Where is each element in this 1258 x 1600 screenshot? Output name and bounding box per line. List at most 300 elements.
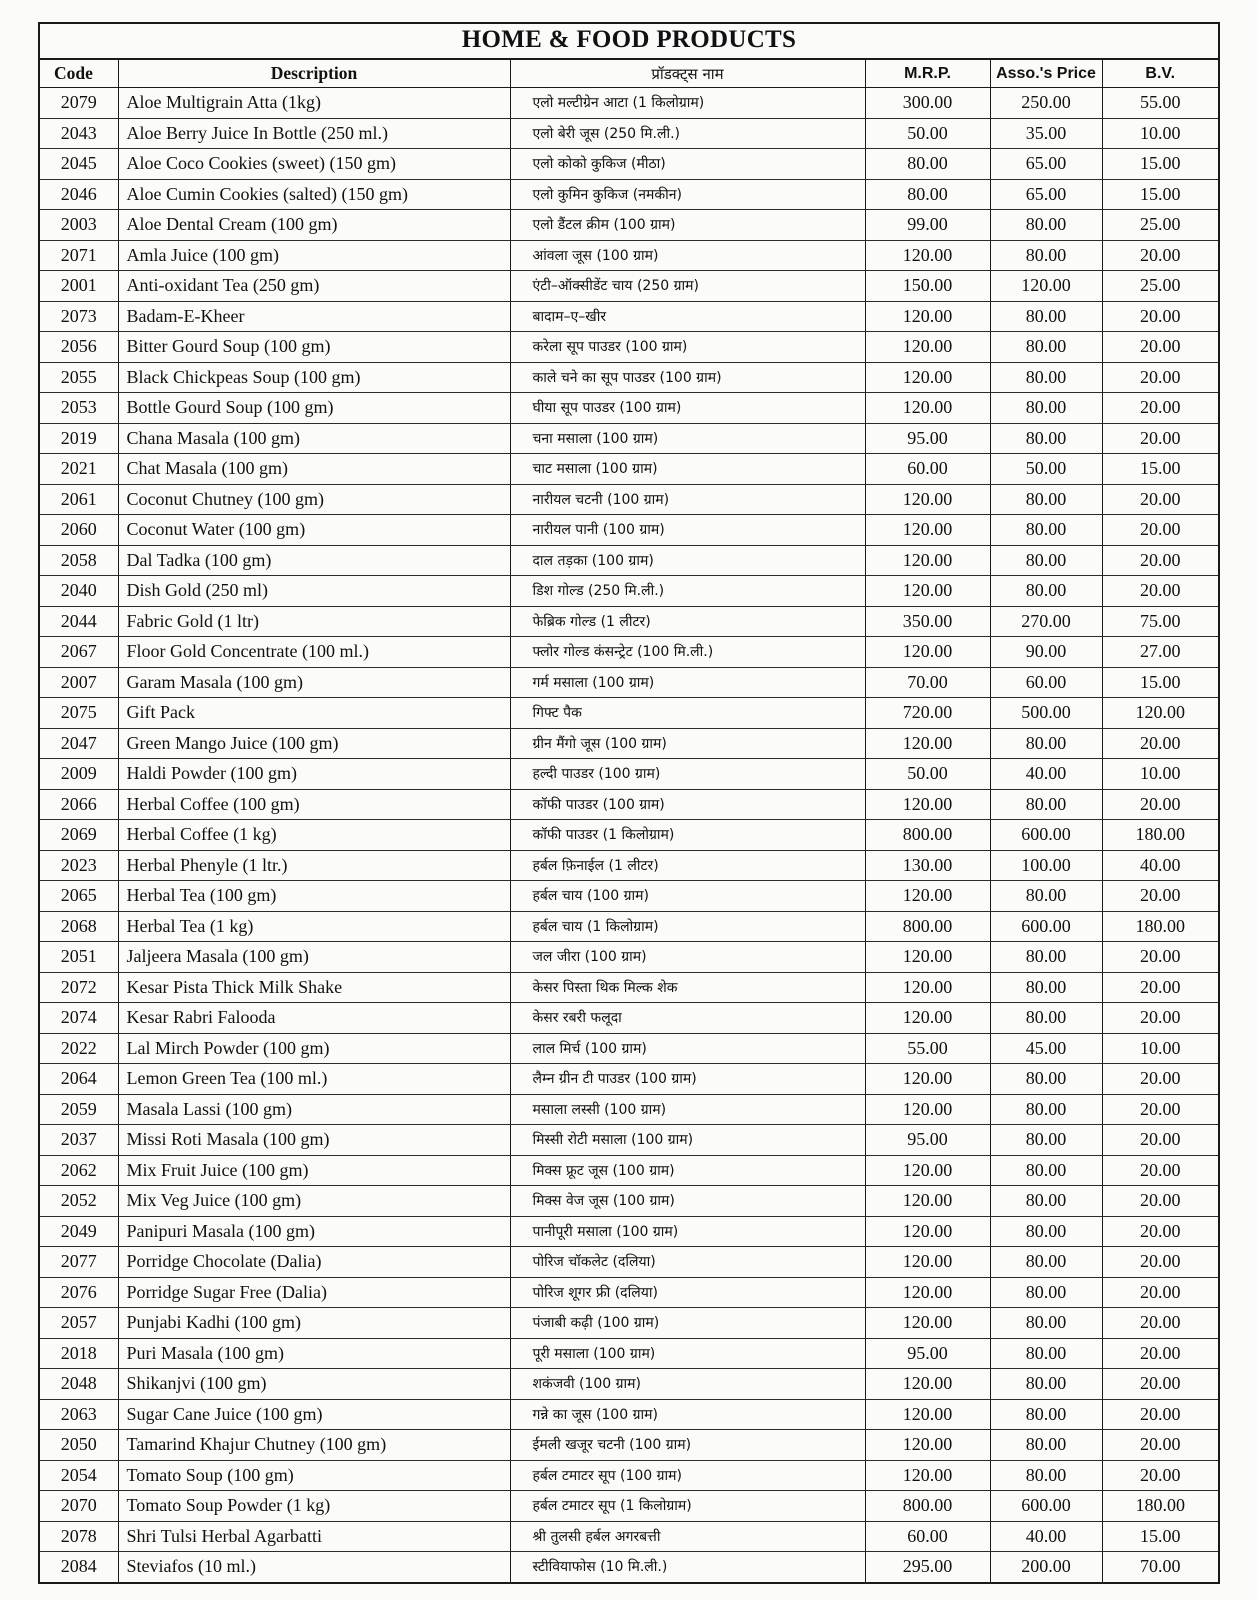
cell-asso-price: 80.00 xyxy=(990,240,1102,271)
cell-code: 2068 xyxy=(40,911,118,942)
cell-hindi-name: घीया सूप पाउडर (100 ग्राम) xyxy=(510,393,865,424)
cell-mrp: 120.00 xyxy=(865,545,990,576)
cell-bv: 20.00 xyxy=(1102,301,1218,332)
cell-hindi-name: गिफ्ट पैक xyxy=(510,698,865,729)
cell-bv: 20.00 xyxy=(1102,1399,1218,1430)
cell-bv: 15.00 xyxy=(1102,179,1218,210)
cell-mrp: 295.00 xyxy=(865,1552,990,1582)
cell-mrp: 120.00 xyxy=(865,1247,990,1278)
cell-description: Porridge Sugar Free (Dalia) xyxy=(118,1277,510,1308)
cell-asso-price: 600.00 xyxy=(990,1491,1102,1522)
cell-mrp: 120.00 xyxy=(865,515,990,546)
cell-bv: 20.00 xyxy=(1102,728,1218,759)
cell-mrp: 120.00 xyxy=(865,881,990,912)
table-row xyxy=(40,1338,1218,1369)
cell-hindi-name: फेब्रिक गोल्ड (1 लीटर) xyxy=(510,606,865,637)
cell-bv: 20.00 xyxy=(1102,240,1218,271)
cell-hindi-name: एंटी–ऑक्सीडेंट चाय (250 ग्राम) xyxy=(510,271,865,302)
cell-code: 2045 xyxy=(40,149,118,180)
table-row xyxy=(40,728,1218,759)
cell-hindi-name: पूरी मसाला (100 ग्राम) xyxy=(510,1338,865,1369)
cell-description: Tomato Soup Powder (1 kg) xyxy=(118,1491,510,1522)
cell-asso-price: 35.00 xyxy=(990,118,1102,149)
cell-hindi-name: पोरिज चॉकलेट (दलिया) xyxy=(510,1247,865,1278)
cell-hindi-name: एलो कुमिन कुकिज (नमकीन) xyxy=(510,179,865,210)
cell-asso-price: 80.00 xyxy=(990,332,1102,363)
table-row xyxy=(40,1521,1218,1552)
cell-asso-price: 80.00 xyxy=(990,1338,1102,1369)
cell-description: Herbal Tea (1 kg) xyxy=(118,911,510,942)
cell-description: Puri Masala (100 gm) xyxy=(118,1338,510,1369)
cell-description: Haldi Powder (100 gm) xyxy=(118,759,510,790)
table-row xyxy=(40,1552,1218,1582)
cell-code: 2077 xyxy=(40,1247,118,1278)
cell-description: Steviafos (10 ml.) xyxy=(118,1552,510,1582)
cell-code: 2023 xyxy=(40,850,118,881)
cell-mrp: 120.00 xyxy=(865,1399,990,1430)
cell-mrp: 120.00 xyxy=(865,789,990,820)
cell-bv: 15.00 xyxy=(1102,149,1218,180)
cell-mrp: 95.00 xyxy=(865,1125,990,1156)
cell-asso-price: 80.00 xyxy=(990,1125,1102,1156)
cell-description: Aloe Dental Cream (100 gm) xyxy=(118,210,510,241)
cell-description: Sugar Cane Juice (100 gm) xyxy=(118,1399,510,1430)
cell-bv: 180.00 xyxy=(1102,1491,1218,1522)
cell-description: Tamarind Khajur Chutney (100 gm) xyxy=(118,1430,510,1461)
cell-asso-price: 100.00 xyxy=(990,850,1102,881)
cell-description: Floor Gold Concentrate (100 ml.) xyxy=(118,637,510,668)
table-row xyxy=(40,1277,1218,1308)
table-row xyxy=(40,881,1218,912)
cell-asso-price: 80.00 xyxy=(990,942,1102,973)
cell-code: 2067 xyxy=(40,637,118,668)
cell-description: Aloe Coco Cookies (sweet) (150 gm) xyxy=(118,149,510,180)
cell-description: Coconut Chutney (100 gm) xyxy=(118,484,510,515)
cell-asso-price: 80.00 xyxy=(990,1430,1102,1461)
cell-mrp: 120.00 xyxy=(865,728,990,759)
table-row xyxy=(40,240,1218,271)
cell-mrp: 300.00 xyxy=(865,88,990,119)
cell-code: 2057 xyxy=(40,1308,118,1339)
cell-code: 2047 xyxy=(40,728,118,759)
cell-code: 2037 xyxy=(40,1125,118,1156)
cell-mrp: 120.00 xyxy=(865,1094,990,1125)
cell-bv: 180.00 xyxy=(1102,820,1218,851)
cell-hindi-name: लैम्न ग्रीन टी पाउडर (100 ग्राम) xyxy=(510,1064,865,1095)
table-row xyxy=(40,789,1218,820)
cell-description: Aloe Cumin Cookies (salted) (150 gm) xyxy=(118,179,510,210)
cell-description: Missi Roti Masala (100 gm) xyxy=(118,1125,510,1156)
cell-asso-price: 80.00 xyxy=(990,1155,1102,1186)
table-row xyxy=(40,118,1218,149)
cell-description: Dish Gold (250 ml) xyxy=(118,576,510,607)
cell-asso-price: 80.00 xyxy=(990,728,1102,759)
cell-bv: 20.00 xyxy=(1102,1186,1218,1217)
cell-asso-price: 80.00 xyxy=(990,1247,1102,1278)
cell-description: Amla Juice (100 gm) xyxy=(118,240,510,271)
cell-asso-price: 40.00 xyxy=(990,759,1102,790)
cell-description: Kesar Rabri Falooda xyxy=(118,1003,510,1034)
table-row xyxy=(40,271,1218,302)
cell-code: 2073 xyxy=(40,301,118,332)
cell-mrp: 50.00 xyxy=(865,118,990,149)
cell-hindi-name: पानीपूरी मसाला (100 ग्राम) xyxy=(510,1216,865,1247)
cell-description: Lal Mirch Powder (100 gm) xyxy=(118,1033,510,1064)
cell-code: 2001 xyxy=(40,271,118,302)
cell-bv: 20.00 xyxy=(1102,972,1218,1003)
cell-code: 2046 xyxy=(40,179,118,210)
cell-asso-price: 500.00 xyxy=(990,698,1102,729)
cell-hindi-name: ईमली खजूर चटनी (100 ग्राम) xyxy=(510,1430,865,1461)
cell-hindi-name: मसाला लस्सी (100 ग्राम) xyxy=(510,1094,865,1125)
cell-bv: 15.00 xyxy=(1102,1521,1218,1552)
cell-description: Porridge Chocolate (Dalia) xyxy=(118,1247,510,1278)
cell-bv: 20.00 xyxy=(1102,1155,1218,1186)
cell-code: 2061 xyxy=(40,484,118,515)
cell-hindi-name: केसर रबरी फलूदा xyxy=(510,1003,865,1034)
cell-description: Bottle Gourd Soup (100 gm) xyxy=(118,393,510,424)
cell-hindi-name: हर्बल टमाटर सूप (1 किलोग्राम) xyxy=(510,1491,865,1522)
cell-hindi-name: काले चने का सूप पाउडर (100 ग्राम) xyxy=(510,362,865,393)
cell-mrp: 120.00 xyxy=(865,1216,990,1247)
table-row xyxy=(40,332,1218,363)
cell-asso-price: 80.00 xyxy=(990,1003,1102,1034)
cell-description: Panipuri Masala (100 gm) xyxy=(118,1216,510,1247)
cell-hindi-name: मिक्स वेज जूस (100 ग्राम) xyxy=(510,1186,865,1217)
cell-code: 2022 xyxy=(40,1033,118,1064)
table-row xyxy=(40,1125,1218,1156)
cell-hindi-name: करेला सूप पाउडर (100 ग्राम) xyxy=(510,332,865,363)
cell-bv: 70.00 xyxy=(1140,1556,1181,1577)
cell-asso-price: 80.00 xyxy=(990,393,1102,424)
cell-code: 2084 xyxy=(40,1552,118,1582)
cell-mrp: 50.00 xyxy=(865,759,990,790)
cell-asso-price: 80.00 xyxy=(990,484,1102,515)
cell-mrp: 800.00 xyxy=(865,1491,990,1522)
table-row xyxy=(40,210,1218,241)
cell-code: 2065 xyxy=(40,881,118,912)
cell-description: Green Mango Juice (100 gm) xyxy=(118,728,510,759)
cell-hindi-name: शकंजवी (100 ग्राम) xyxy=(510,1369,865,1400)
table-row xyxy=(40,454,1218,485)
cell-description: Bitter Gourd Soup (100 gm) xyxy=(118,332,510,363)
cell-description: Garam Masala (100 gm) xyxy=(118,667,510,698)
cell-hindi-name: हर्बल टमाटर सूप (100 ग्राम) xyxy=(510,1460,865,1491)
cell-hindi-name: लाल मिर्च (100 ग्राम) xyxy=(510,1033,865,1064)
table-row xyxy=(40,1247,1218,1278)
header-description: Description xyxy=(118,60,510,88)
table-row xyxy=(40,698,1218,729)
cell-mrp: 70.00 xyxy=(865,667,990,698)
cell-description: Jaljeera Masala (100 gm) xyxy=(118,942,510,973)
cell-asso-price: 80.00 xyxy=(990,362,1102,393)
cell-mrp: 120.00 xyxy=(865,1003,990,1034)
cell-code: 2052 xyxy=(40,1186,118,1217)
cell-bv: 120.00 xyxy=(1102,698,1218,729)
cell-bv: 75.00 xyxy=(1102,606,1218,637)
cell-mrp: 120.00 xyxy=(865,301,990,332)
cell-code: 2066 xyxy=(40,789,118,820)
cell-bv: 20.00 xyxy=(1102,393,1218,424)
table-row xyxy=(40,393,1218,424)
cell-description: Fabric Gold (1 ltr) xyxy=(118,606,510,637)
product-table xyxy=(40,60,1218,1582)
cell-bv: 20.00 xyxy=(1102,1338,1218,1369)
header-asso-price: Asso.'s Price xyxy=(990,60,1102,88)
cell-asso-price: 80.00 xyxy=(990,1277,1102,1308)
cell-code: 2051 xyxy=(40,942,118,973)
cell-asso-price: 80.00 xyxy=(990,1460,1102,1491)
cell-code: 2009 xyxy=(40,759,118,790)
cell-code: 2062 xyxy=(40,1155,118,1186)
cell-mrp: 120.00 xyxy=(865,1277,990,1308)
cell-code: 2075 xyxy=(40,698,118,729)
table-row xyxy=(40,423,1218,454)
cell-hindi-name: हर्बल चाय (100 ग्राम) xyxy=(510,881,865,912)
cell-bv: 20.00 xyxy=(1102,1369,1218,1400)
cell-description: Herbal Tea (100 gm) xyxy=(118,881,510,912)
cell-description: Herbal Phenyle (1 ltr.) xyxy=(118,850,510,881)
table-row xyxy=(40,515,1218,546)
table-row xyxy=(40,1460,1218,1491)
cell-description: Kesar Pista Thick Milk Shake xyxy=(118,972,510,1003)
cell-bv: 10.00 xyxy=(1102,759,1218,790)
cell-description: Shri Tulsi Herbal Agarbatti xyxy=(118,1521,510,1552)
cell-mrp: 120.00 xyxy=(865,1430,990,1461)
cell-mrp: 95.00 xyxy=(865,1338,990,1369)
table-row xyxy=(40,850,1218,881)
cell-hindi-name: हल्दी पाउडर (100 ग्राम) xyxy=(510,759,865,790)
cell-bv: 20.00 xyxy=(1102,1003,1218,1034)
cell-bv: 20.00 xyxy=(1102,484,1218,515)
cell-mrp: 55.00 xyxy=(865,1033,990,1064)
cell-description: Herbal Coffee (1 kg) xyxy=(118,820,510,851)
cell-bv: 20.00 xyxy=(1102,789,1218,820)
cell-hindi-name: फ्लोर गोल्ड कंसन्ट्रेट (100 मि.ली.) xyxy=(510,637,865,668)
cell-bv: 20.00 xyxy=(1102,1125,1218,1156)
cell-mrp: 60.00 xyxy=(865,1521,990,1552)
table-row xyxy=(40,1155,1218,1186)
cell-asso-price: 80.00 xyxy=(990,881,1102,912)
cell-code: 2021 xyxy=(40,454,118,485)
cell-hindi-name: बादाम–ए–खीर xyxy=(510,301,865,332)
cell-code: 2044 xyxy=(40,606,118,637)
cell-asso-price: 65.00 xyxy=(990,149,1102,180)
header-hindi-name: प्रॉडक्ट्स नाम xyxy=(510,60,865,88)
table-row xyxy=(40,1369,1218,1400)
table-row xyxy=(40,1491,1218,1522)
cell-mrp: 120.00 xyxy=(865,972,990,1003)
cell-asso-price: 80.00 xyxy=(990,1094,1102,1125)
cell-mrp: 120.00 xyxy=(865,1369,990,1400)
table-row xyxy=(40,759,1218,790)
cell-mrp: 720.00 xyxy=(865,698,990,729)
cell-mrp: 120.00 xyxy=(865,1064,990,1095)
cell-code: 2071 xyxy=(40,240,118,271)
cell-bv: 20.00 xyxy=(1102,1308,1218,1339)
cell-mrp: 120.00 xyxy=(865,484,990,515)
cell-hindi-name: पंजाबी कढ़ी (100 ग्राम) xyxy=(510,1308,865,1339)
cell-asso-price: 60.00 xyxy=(990,667,1102,698)
table-row xyxy=(40,1430,1218,1461)
cell-bv: 20.00 xyxy=(1102,1247,1218,1278)
table-row xyxy=(40,88,1218,119)
table-row xyxy=(40,484,1218,515)
cell-asso-price: 250.00 xyxy=(990,88,1102,119)
cell-code: 2076 xyxy=(40,1277,118,1308)
cell-code: 2054 xyxy=(40,1460,118,1491)
table-row xyxy=(40,911,1218,942)
cell-mrp: 120.00 xyxy=(865,942,990,973)
cell-bv: 20.00 xyxy=(1102,362,1218,393)
cell-hindi-name: मिक्स फ्रूट जूस (100 ग्राम) xyxy=(510,1155,865,1186)
cell-description: Mix Fruit Juice (100 gm) xyxy=(118,1155,510,1186)
table-row xyxy=(40,606,1218,637)
cell-description: Herbal Coffee (100 gm) xyxy=(118,789,510,820)
cell-bv: 20.00 xyxy=(1102,545,1218,576)
cell-code: 2040 xyxy=(40,576,118,607)
cell-asso-price: 270.00 xyxy=(990,606,1102,637)
cell-mrp: 120.00 xyxy=(865,1308,990,1339)
cell-bv: 20.00 xyxy=(1102,1064,1218,1095)
cell-code: 2055 xyxy=(40,362,118,393)
cell-bv: 20.00 xyxy=(1102,576,1218,607)
cell-bv: 25.00 xyxy=(1102,210,1218,241)
cell-code: 2069 xyxy=(40,820,118,851)
cell-asso-price: 80.00 xyxy=(990,515,1102,546)
cell-bv: 180.00 xyxy=(1102,911,1218,942)
cell-description: Tomato Soup (100 gm) xyxy=(118,1460,510,1491)
cell-asso-price: 80.00 xyxy=(990,1308,1102,1339)
cell-description: Lemon Green Tea (100 ml.) xyxy=(118,1064,510,1095)
cell-asso-price: 65.00 xyxy=(990,179,1102,210)
cell-description: Gift Pack xyxy=(118,698,510,729)
cell-hindi-name: चाट मसाला (100 ग्राम) xyxy=(510,454,865,485)
cell-mrp: 120.00 xyxy=(865,240,990,271)
cell-hindi-name: आंवला जूस (100 ग्राम) xyxy=(510,240,865,271)
cell-mrp: 120.00 xyxy=(865,1155,990,1186)
cell-asso-price: 80.00 xyxy=(990,423,1102,454)
cell-hindi-name: गर्म मसाला (100 ग्राम) xyxy=(510,667,865,698)
cell-description: Punjabi Kadhi (100 gm) xyxy=(118,1308,510,1339)
cell-mrp: 120.00 xyxy=(865,576,990,607)
cell-code: 2056 xyxy=(40,332,118,363)
cell-mrp: 800.00 xyxy=(865,911,990,942)
table-row xyxy=(40,179,1218,210)
cell-asso-price: 80.00 xyxy=(990,545,1102,576)
table-row xyxy=(40,362,1218,393)
cell-hindi-name: कॉफी पाउडर (100 ग्राम) xyxy=(510,789,865,820)
cell-asso-price: 80.00 xyxy=(990,576,1102,607)
cell-hindi-name: डिश गोल्ड (250 मि.ली.) xyxy=(510,576,865,607)
cell-description: Chana Masala (100 gm) xyxy=(118,423,510,454)
cell-hindi-name: स्टीवियाफोस (10 मि.ली.) xyxy=(510,1552,865,1582)
cell-hindi-name: एलो मल्टीग्रेन आटा (1 किलोग्राम) xyxy=(510,88,865,119)
cell-bv: 40.00 xyxy=(1102,850,1218,881)
header-bv: B.V. xyxy=(1102,60,1218,88)
cell-mrp: 80.00 xyxy=(865,179,990,210)
table-row xyxy=(40,1033,1218,1064)
cell-hindi-name: गन्ने का जूस (100 ग्राम) xyxy=(510,1399,865,1430)
table-row xyxy=(40,1399,1218,1430)
cell-code: 2053 xyxy=(40,393,118,424)
cell-hindi-name: केसर पिस्ता थिक मिल्क शेक xyxy=(510,972,865,1003)
cell-hindi-name: ग्रीन मैंगो जूस (100 ग्राम) xyxy=(510,728,865,759)
table-row xyxy=(40,972,1218,1003)
cell-asso-price: 50.00 xyxy=(990,454,1102,485)
cell-asso-price: 80.00 xyxy=(990,972,1102,1003)
cell-mrp: 120.00 xyxy=(865,1186,990,1217)
cell-bv: 10.00 xyxy=(1102,1033,1218,1064)
table-row xyxy=(40,1308,1218,1339)
cell-asso-price: 40.00 xyxy=(990,1521,1102,1552)
cell-code: 2070 xyxy=(40,1491,118,1522)
table-row xyxy=(40,820,1218,851)
header-row xyxy=(40,60,1218,88)
table-row xyxy=(40,667,1218,698)
page-title: HOME & FOOD PRODUCTS xyxy=(40,24,1218,60)
cell-code: 2050 xyxy=(40,1430,118,1461)
cell-code: 2049 xyxy=(40,1216,118,1247)
cell-asso-price: 80.00 xyxy=(990,301,1102,332)
cell-asso-price: 80.00 xyxy=(990,1369,1102,1400)
cell-code: 2072 xyxy=(40,972,118,1003)
cell-code: 2079 xyxy=(40,88,118,119)
cell-code: 2059 xyxy=(40,1094,118,1125)
cell-mrp: 120.00 xyxy=(865,637,990,668)
cell-asso-price: 600.00 xyxy=(990,820,1102,851)
cell-hindi-name: श्री तुलसी हर्बल अगरबत्ती xyxy=(510,1521,865,1552)
table-row xyxy=(40,1094,1218,1125)
cell-code: 2048 xyxy=(40,1369,118,1400)
cell-code: 2019 xyxy=(40,423,118,454)
cell-mrp: 99.00 xyxy=(865,210,990,241)
cell-mrp: 130.00 xyxy=(865,850,990,881)
cell-bv: 20.00 xyxy=(1102,1430,1218,1461)
cell-asso-price: 45.00 xyxy=(990,1033,1102,1064)
cell-asso-price: 90.00 xyxy=(990,637,1102,668)
cell-description: Aloe Multigrain Atta (1kg) xyxy=(118,88,510,119)
cell-bv: 10.00 xyxy=(1102,118,1218,149)
cell-bv: 20.00 xyxy=(1102,423,1218,454)
table-row xyxy=(40,576,1218,607)
cell-asso-price: 80.00 xyxy=(990,210,1102,241)
cell-hindi-name: चना मसाला (100 ग्राम) xyxy=(510,423,865,454)
cell-mrp: 120.00 xyxy=(865,362,990,393)
cell-mrp: 60.00 xyxy=(865,454,990,485)
cell-hindi-name: हर्बल चाय (1 किलोग्राम) xyxy=(510,911,865,942)
cell-mrp: 95.00 xyxy=(865,423,990,454)
cell-hindi-name: हर्बल फ़िनाईल (1 लीटर) xyxy=(510,850,865,881)
cell-asso-price: 600.00 xyxy=(990,911,1102,942)
cell-description: Coconut Water (100 gm) xyxy=(118,515,510,546)
cell-mrp: 120.00 xyxy=(865,393,990,424)
cell-description: Black Chickpeas Soup (100 gm) xyxy=(118,362,510,393)
cell-code: 2078 xyxy=(40,1521,118,1552)
cell-description: Dal Tadka (100 gm) xyxy=(118,545,510,576)
table-row xyxy=(40,942,1218,973)
cell-description: Chat Masala (100 gm) xyxy=(118,454,510,485)
cell-bv: 20.00 xyxy=(1102,942,1218,973)
table-row xyxy=(40,301,1218,332)
cell-hindi-name: कॉफी पाउडर (1 किलोग्राम) xyxy=(510,820,865,851)
table-row xyxy=(40,1003,1218,1034)
cell-description: Badam-E-Kheer xyxy=(118,301,510,332)
cell-hindi-name: मिस्सी रोटी मसाला (100 ग्राम) xyxy=(510,1125,865,1156)
cell-bv: 55.00 xyxy=(1102,88,1218,119)
cell-code: 2007 xyxy=(40,667,118,698)
cell-asso-price: 80.00 xyxy=(990,1186,1102,1217)
